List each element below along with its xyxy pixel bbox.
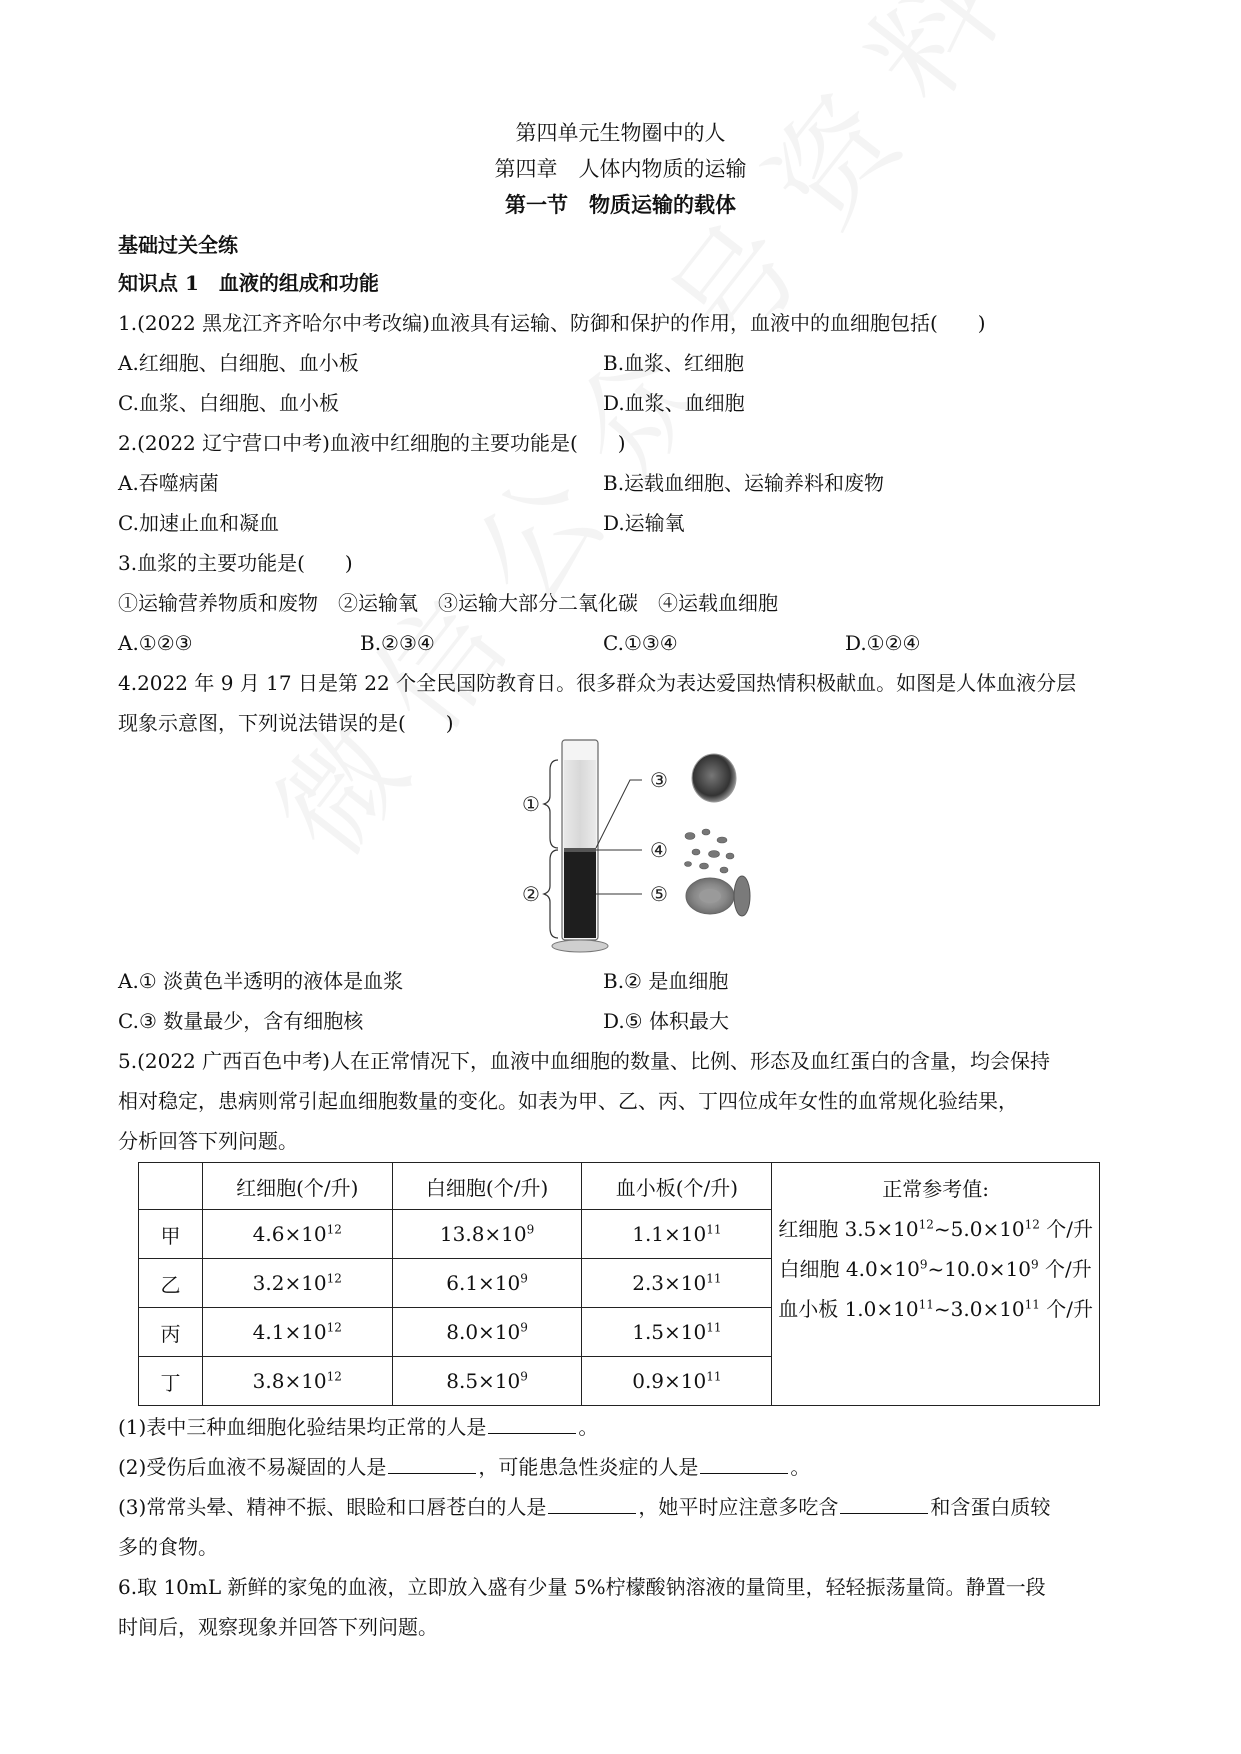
q6-line1: 6.取 10mL 新鲜的家兔的血液，立即放入盛有少量 5%柠檬酸钠溶液的量筒里，轻轻振荡量筒。静置一段 bbox=[118, 1575, 1046, 1599]
q4-stem-line1: 4.2022 年 9 月 17 日是第 22 个全民国防教育日。很多群众为表达爱国热情积极献血。如图是人体血液分层 bbox=[118, 671, 1077, 695]
answer-blank[interactable] bbox=[548, 1493, 636, 1514]
q1-stem: 1.(2022 黑龙江齐齐哈尔中考改编)血液具有运输、防御和保护的作用，血液中的血细胞包括( ) bbox=[118, 311, 986, 335]
q1-option-a: A.红细胞、白细胞、血小板 bbox=[118, 351, 359, 375]
q3-stem: 3.血浆的主要功能是( ) bbox=[118, 551, 353, 575]
q4-stem-line2: 现象示意图，下列说法错误的是( ) bbox=[118, 711, 454, 735]
q5-sub1 bbox=[118, 1412, 598, 1442]
wbc-value: $8.0\times 10^9$ bbox=[392, 1308, 582, 1357]
header-rbc: 红细胞(个/升) bbox=[202, 1163, 392, 1210]
q2-option-d: D.运输氧 bbox=[603, 511, 685, 535]
answer-blank[interactable] bbox=[388, 1453, 476, 1474]
q6-line2: 时间后，观察现象并回答下列问题。 bbox=[118, 1615, 438, 1639]
brace-2 bbox=[544, 850, 558, 938]
knowledge-point-heading: 知识点 1 血液的组成和功能 bbox=[118, 271, 379, 295]
wbc-value: $6.1\times 10^9$ bbox=[392, 1259, 582, 1308]
q3-option-b: B.②③④ bbox=[360, 631, 435, 655]
platelets-image bbox=[685, 829, 735, 873]
q1-option-c: C.血浆、白细胞、血小板 bbox=[118, 391, 339, 415]
label-4: ④ bbox=[650, 838, 668, 862]
q2-stem: 2.(2022 辽宁营口中考)血液中红细胞的主要功能是( ) bbox=[118, 431, 626, 455]
q5-sub1-end: 。 bbox=[578, 1415, 599, 1439]
q5-sub1-text: (1)表中三种血细胞化验结果均正常的人是 bbox=[118, 1415, 487, 1439]
label-1: ① bbox=[522, 792, 540, 816]
red-blood-cell-side-image bbox=[734, 876, 750, 916]
rbc-value: $3.8\times 10^{12}$ bbox=[202, 1357, 392, 1406]
header-wbc: 白细胞(个/升) bbox=[392, 1163, 582, 1210]
q2-option-a: A.吞噬病菌 bbox=[118, 471, 219, 495]
q1-option-d: D.血浆、血细胞 bbox=[603, 391, 745, 415]
q2-option-c: C.加速止血和凝血 bbox=[118, 511, 279, 535]
q4-option-b: B.② 是血细胞 bbox=[603, 969, 729, 993]
reference-title: 正常参考值: bbox=[882, 1177, 989, 1201]
rbc-value: $3.2\times 10^{12}$ bbox=[202, 1259, 392, 1308]
header-platelets: 血小板(个/升) bbox=[582, 1163, 772, 1210]
answer-blank[interactable] bbox=[488, 1413, 576, 1434]
unit-title: 第四单元生物圈中的人 bbox=[515, 121, 726, 145]
blood-cell-layer bbox=[564, 848, 596, 938]
q3-option-c: C.①③④ bbox=[603, 631, 678, 655]
reference-rbc: 红细胞 $3.5\times 10^{12}\sim 5.0\times 10^{12}$ 个/升 bbox=[778, 1217, 1094, 1241]
blood-layering-figure bbox=[500, 736, 760, 956]
q5-sub3-line2: 多的食物。 bbox=[118, 1535, 218, 1559]
q3-option-a: A.①②③ bbox=[118, 631, 193, 655]
q5-sub3 bbox=[118, 1492, 1050, 1522]
table-header-row bbox=[139, 1163, 1100, 1210]
q4-option-d: D.⑤ 体积最大 bbox=[603, 1009, 729, 1033]
header-blank bbox=[139, 1163, 203, 1210]
chapter-title: 第四章 人体内物质的运输 bbox=[494, 157, 747, 181]
buffy-coat-layer bbox=[564, 848, 596, 852]
cylinder-base bbox=[552, 940, 608, 952]
q2-option-b: B.运载血细胞、运输养料和废物 bbox=[603, 471, 885, 495]
answer-blank[interactable] bbox=[840, 1493, 928, 1514]
row-name: 甲 bbox=[139, 1210, 203, 1259]
rbc-value: $4.1\times 10^{12}$ bbox=[202, 1308, 392, 1357]
practice-heading: 基础过关全练 bbox=[118, 233, 238, 257]
platelet-value: $2.3\times 10^{11}$ bbox=[582, 1259, 772, 1308]
answer-blank[interactable] bbox=[700, 1453, 788, 1474]
label-3: ③ bbox=[650, 768, 668, 792]
row-name: 丁 bbox=[139, 1357, 203, 1406]
platelet-value: $0.9\times 10^{11}$ bbox=[582, 1357, 772, 1406]
red-blood-cell-center bbox=[699, 889, 721, 903]
q4-option-c: C.③ 数量最少，含有细胞核 bbox=[118, 1009, 364, 1033]
blood-test-table bbox=[138, 1162, 1100, 1406]
wbc-value: $13.8\times 10^9$ bbox=[392, 1210, 582, 1259]
platelet-value: $1.5\times 10^{11}$ bbox=[582, 1308, 772, 1357]
q3-items: ①运输营养物质和废物 ②运输氧 ③运输大部分二氧化碳 ④运载血细胞 bbox=[118, 591, 778, 615]
platelet-value: $1.1\times 10^{11}$ bbox=[582, 1210, 772, 1259]
q5-sub2-mid: ，可能患急性炎症的人是 bbox=[478, 1455, 699, 1479]
leader-3 bbox=[596, 780, 642, 848]
label-5: ⑤ bbox=[650, 882, 668, 906]
q5-stem-line3: 分析回答下列问题。 bbox=[118, 1129, 298, 1153]
q5-sub3-text: (3)常常头晕、精神不振、眼睑和口唇苍白的人是 bbox=[118, 1495, 547, 1519]
reference-values-cell bbox=[772, 1163, 1100, 1406]
row-name: 丙 bbox=[139, 1308, 203, 1357]
brace-1 bbox=[544, 760, 558, 848]
reference-wbc: 白细胞 $4.0\times 10^9\sim 10.0\times 10^9$ 个/升 bbox=[779, 1257, 1092, 1281]
rbc-value: $4.6\times 10^{12}$ bbox=[202, 1210, 392, 1259]
row-name: 乙 bbox=[139, 1259, 203, 1308]
q5-sub2-end: 。 bbox=[790, 1455, 811, 1479]
wbc-value: $8.5\times 10^9$ bbox=[392, 1357, 582, 1406]
q1-option-b: B.血浆、红细胞 bbox=[603, 351, 745, 375]
blood-figure-svg bbox=[500, 736, 760, 956]
q3-option-d: D.①②④ bbox=[845, 631, 921, 655]
q5-sub3-mid: ，她平时应注意多吃含 bbox=[638, 1495, 839, 1519]
section-title: 第一节 物质运输的载体 bbox=[505, 192, 736, 217]
white-blood-cell-image bbox=[692, 754, 736, 802]
plasma-layer bbox=[564, 760, 596, 848]
reference-platelets: 血小板 $1.0\times 10^{11}\sim 3.0\times 10^{11}$ 个/升 bbox=[778, 1297, 1094, 1321]
q5-sub2 bbox=[118, 1452, 810, 1482]
q5-sub2-text: (2)受伤后血液不易凝固的人是 bbox=[118, 1455, 387, 1479]
q5-sub3-end: 和含蛋白质较 bbox=[930, 1495, 1051, 1519]
label-2: ② bbox=[522, 882, 540, 906]
q5-stem-line2: 相对稳定，患病则常引起血细胞数量的变化。如表为甲、乙、丙、丁四位成年女性的血常规化验结果， bbox=[118, 1089, 1018, 1113]
q5-stem-line1: 5.(2022 广西百色中考)人在正常情况下，血液中血细胞的数量、比例、形态及血红蛋白的含量，均会保持 bbox=[118, 1049, 1050, 1073]
q4-option-a: A.① 淡黄色半透明的液体是血浆 bbox=[118, 969, 404, 993]
